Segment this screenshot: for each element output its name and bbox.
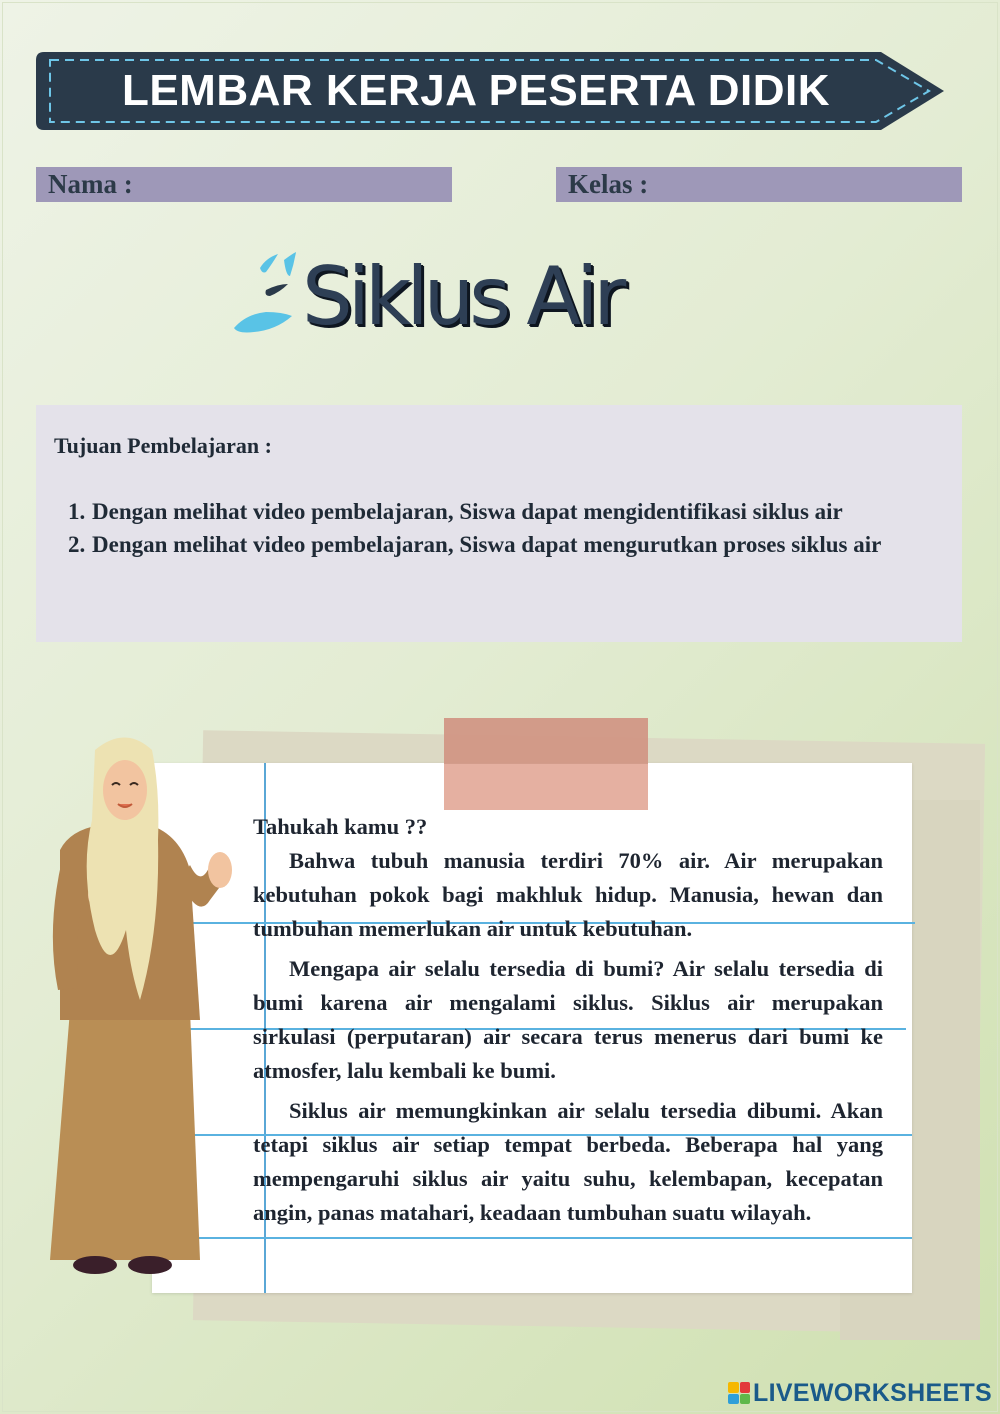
nama-field[interactable] (36, 167, 452, 202)
topic-title-text: Siklus Air (302, 250, 622, 343)
liveworksheets-logo-icon (728, 1382, 750, 1404)
tape (444, 718, 648, 810)
objective-text: Dengan melihat video pembelajaran, Siswa dapat mengurutkan proses siklus air (92, 532, 882, 557)
water-splash-icon (232, 250, 302, 340)
kelas-label: Kelas : (568, 169, 649, 199)
liveworksheets-logo[interactable] (728, 1378, 992, 1408)
teacher-illustration (40, 730, 240, 1290)
liveworksheets-logo-text: LIVEWORKSHEETS (753, 1378, 992, 1407)
objective-item (36, 528, 916, 561)
reading-paragraph: Mengapa air selalu tersedia di bumi? Air selalu tersedia di bumi karena air mengalami siklus. Siklus air merupakan sirkulasi (perputaran) air secara terus menerus dari bumi ke atmosfer, lalu kembali ke bumi. (253, 956, 883, 1083)
topic-title (232, 245, 672, 365)
kelas-field[interactable] (556, 167, 962, 202)
header-banner (36, 52, 946, 130)
objective-text: Dengan melihat video pembelajaran, Siswa dapat mengidentifikasi siklus air (92, 499, 843, 524)
objectives-heading: Tujuan Pembelajaran : (54, 433, 272, 458)
objective-number: 1. (68, 499, 86, 524)
reading-paragraph: Siklus air memungkinkan air selalu tersedia dibumi. Akan tetapi siklus air setiap tempat berbeda. Beberapa hal yang mempengaruhi siklus air yaitu suhu, kelembapan, kecepatan angin, panas matahari, keadaan tumbuhan suatu wilayah. (253, 1098, 883, 1225)
nama-label: Nama : (48, 169, 133, 199)
objective-item (36, 495, 916, 528)
reading-paragraph: Bahwa tubuh manusia terdiri 70% air. Air merupakan kebutuhan pokok bagi makhluk hidup. Manusia, hewan dan tumbuhan memerlukan air untuk kebutuhan. (253, 848, 883, 941)
worksheet-title: LEMBAR KERJA PESERTA DIDIK (121, 66, 831, 115)
objective-number: 2. (68, 532, 86, 557)
reading-heading: Tahukah kamu ?? (253, 814, 428, 839)
paper-rule-line (160, 1237, 912, 1239)
objectives-list (36, 495, 916, 561)
learning-objectives-box (36, 405, 962, 642)
reading-text (253, 810, 883, 1230)
